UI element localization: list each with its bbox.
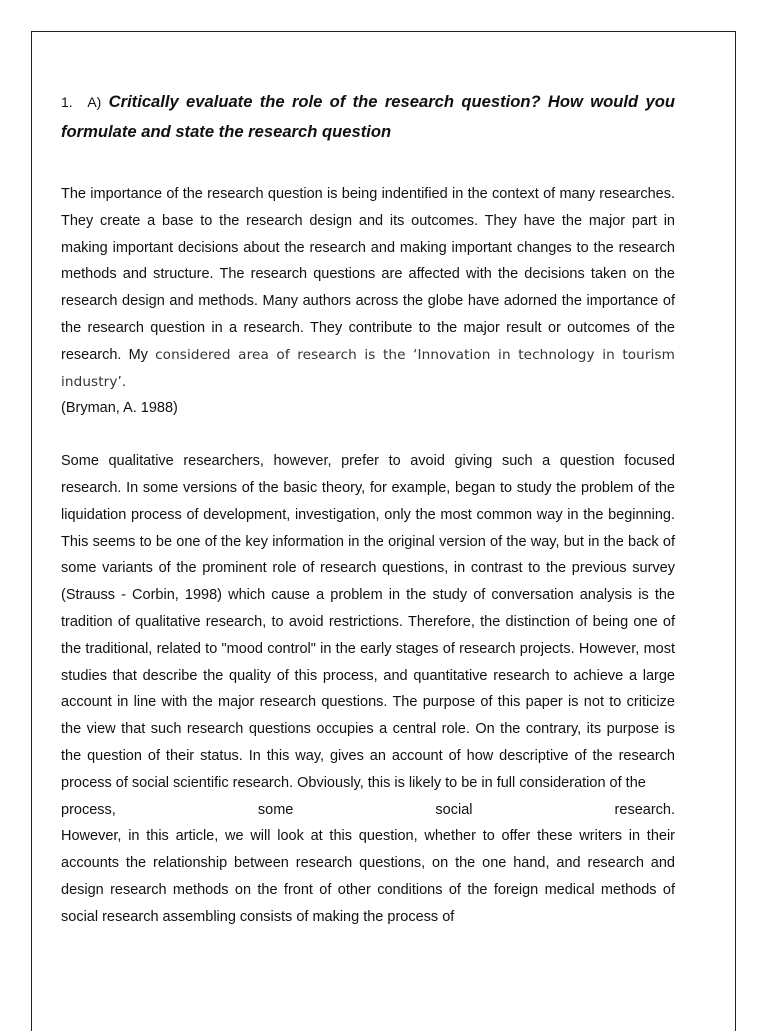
paragraph-2-text: Some qualitative researchers, however, prefer to avoid giving such a question focused research. In some versions of the basic theory, for example, began to study the problem of the liquidation process of development, investigation, only the most common way in the beginning. This seems to be one of the key information in the original version of the way, but in the back of some variants of the prominent role of research questions, in contrast to the previous survey (Strauss - Corbin, 1998) which cause a problem in the study of conversation analysis is the tradition of qualitative research, to avoid restrictions. Therefore, the distinction of being one of the traditional, related to "mood control" in the early stages of research projects. However, most studies that describe the quality of this process, and quantitative research to achieve a large account in line with the major research questions. The purpose of this paper is not to criticize the view that such research questions occupies a central role. On the contrary, its purpose is the question of their status. In this way, gives an account of how descriptive of the research process of social scientific research. Obviously, this is likely to be in full consideration of the: [61, 453, 675, 791]
question-heading: [61, 87, 675, 147]
paragraph-2-spread-line: process, some social research.: [61, 801, 675, 818]
question-number: 1.: [61, 94, 73, 110]
question-part: A): [87, 94, 102, 110]
paragraph-2-continuation: However, in this article, we will look at this question, whether to offer these writers in their accounts the relationship between research questions, on the one hand, and research and design research methods on the front of other conditions of the foreign medical methods of social research assembling consists of making the process of: [61, 828, 675, 925]
question-text: Critically evaluate the role of the research question? How would you formulate and state the research question: [61, 92, 675, 141]
paragraph-1-text: The importance of the research question is being indentified in the context of many researches. They create a base to the research design and its outcomes. They have the major part in making important decisions about the research and making important changes to the research methods and structure. The research questions are affected with the decisions taken on the research design and methods. Many authors across the globe have adorned the importance of the research question in a research. They contribute to the major result or outcomes of the research. My: [61, 186, 675, 363]
paragraph-1: [61, 181, 675, 422]
citation-bryman: (Bryman, A. 1988): [61, 400, 178, 417]
paragraph-2: [61, 448, 675, 930]
document-content: [61, 87, 675, 931]
considered-area-sentence: considered area of research is the ‘Innovation in technology in tourism industry’.: [61, 346, 675, 390]
